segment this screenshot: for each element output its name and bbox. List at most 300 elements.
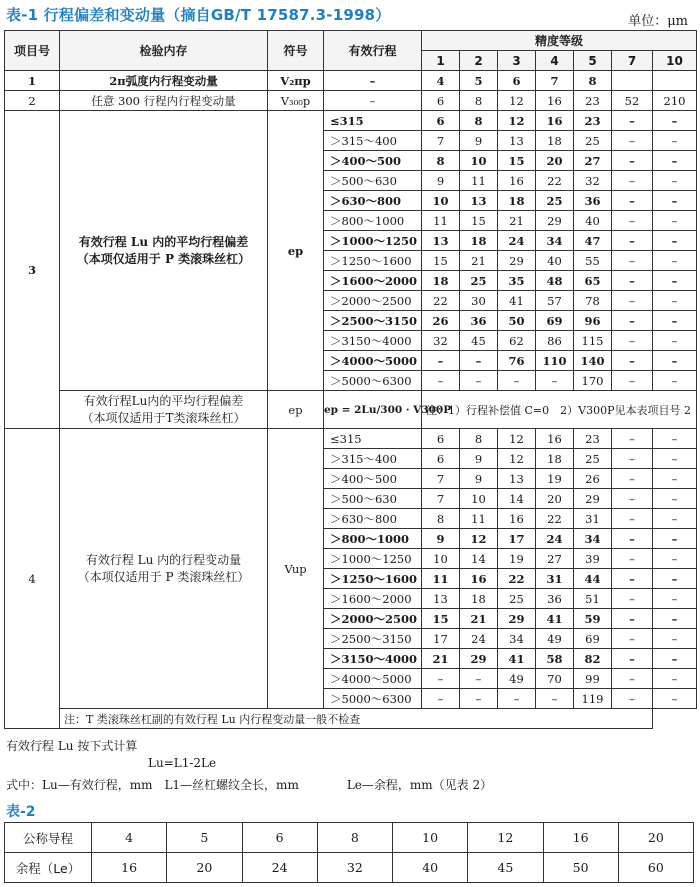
value-cell: 99 [574, 669, 612, 689]
travel-range: ＞800～1000 [324, 529, 422, 549]
symbol: ep [268, 391, 324, 429]
value-cell: 14 [498, 489, 536, 509]
travel-range: ＞315～400 [324, 449, 422, 469]
value-cell: – [612, 351, 653, 371]
value-cell: 50 [498, 311, 536, 331]
value-cell: 15 [422, 609, 460, 629]
item-no: 4 [5, 429, 60, 729]
value-cell: 18 [536, 131, 574, 151]
value-cell: – [536, 371, 574, 391]
travel-range: ＞1250～1600 [324, 251, 422, 271]
value-cell: 57 [536, 291, 574, 311]
value-cell: – [653, 449, 697, 469]
value-cell: 15 [460, 211, 498, 231]
value-cell: – [653, 469, 697, 489]
formula-equation: Lu=L1-2Le [148, 756, 217, 770]
value-cell: 23 [574, 429, 612, 449]
value-cell: 86 [536, 331, 574, 351]
value-cell: – [612, 111, 653, 131]
value-cell: 9 [422, 529, 460, 549]
grade-col: 7 [612, 51, 653, 71]
item-no: 2 [5, 91, 60, 111]
check-content: 任意 300 行程内行程变动量 [60, 91, 268, 111]
value-cell: 8 [460, 91, 498, 111]
unit-label: 单位：μm [628, 14, 688, 29]
value-cell: 12 [498, 429, 536, 449]
value-cell: 22 [422, 291, 460, 311]
check-content [60, 391, 268, 429]
value-cell: 14 [460, 549, 498, 569]
row-label: 余程（Le） [5, 853, 92, 883]
value-cell: 7 [422, 469, 460, 489]
value-cell: 82 [574, 649, 612, 669]
value-cell: 17 [422, 629, 460, 649]
value-cell: – [653, 689, 697, 709]
travel-range: ＞315～400 [324, 131, 422, 151]
symbol: V₃₀₀p [268, 91, 324, 111]
travel-deviation-table [4, 30, 697, 729]
value-cell: 59 [574, 609, 612, 629]
value-cell: 19 [536, 469, 574, 489]
value-cell: 6 [422, 429, 460, 449]
value-cell: 70 [536, 669, 574, 689]
value-cell: 34 [498, 629, 536, 649]
value-cell: – [612, 211, 653, 231]
value-cell: 8 [460, 429, 498, 449]
value-cell: 25 [574, 449, 612, 469]
value-cell: 39 [574, 549, 612, 569]
value-cell: 29 [498, 609, 536, 629]
value-cell: 21 [460, 251, 498, 271]
table-row [5, 91, 697, 111]
value-cell: 6 [422, 111, 460, 131]
header-item-no: 项目号 [5, 31, 60, 71]
value-cell: 32 [422, 331, 460, 351]
value-cell: 22 [536, 509, 574, 529]
lead-cell: 8 [317, 823, 392, 853]
value-cell: – [612, 251, 653, 271]
value-cell: 32 [574, 171, 612, 191]
value-cell: – [460, 669, 498, 689]
note: 注：1）行程补偿值 C=0 2）V300P见本表项目号 2 [422, 391, 697, 429]
value-cell: 23 [574, 91, 612, 111]
value-cell: 110 [536, 351, 574, 371]
table-row [5, 853, 694, 883]
value-cell: – [612, 291, 653, 311]
value-cell: – [653, 529, 697, 549]
lead-cell: 16 [543, 823, 618, 853]
formula-legend: 式中：Lu—有效行程，mm L1—丝杠螺纹全长，mm Le—余程，mm（见表 2） [6, 778, 493, 792]
value-cell: 51 [574, 589, 612, 609]
travel-range: ＞2500～3150 [324, 629, 422, 649]
value-cell: – [612, 371, 653, 391]
value-cell: 9 [460, 449, 498, 469]
travel-range: ＞1250～1600 [324, 569, 422, 589]
lead-cell: 12 [468, 823, 543, 853]
value-cell: 7 [422, 131, 460, 151]
value-cell: 24 [536, 529, 574, 549]
content-line: 有效行程 Lu 内的平均行程偏差 [78, 234, 249, 249]
value-cell: 31 [574, 509, 612, 529]
value-cell: – [653, 171, 697, 191]
value-cell: 41 [498, 291, 536, 311]
content-line: 有效行程Lu内的平均行程偏差 [83, 393, 244, 408]
header-content: 检验内存 [60, 31, 268, 71]
value-cell: 25 [574, 131, 612, 151]
content-line: （本项仅适用于 P 类滚珠丝杠） [76, 251, 251, 266]
value-cell: 16 [498, 509, 536, 529]
value-cell: – [612, 669, 653, 689]
le-cell: 32 [317, 853, 392, 883]
value-cell: 55 [574, 251, 612, 271]
formula-intro: 有效行程 Lu 按下式计算 [6, 739, 138, 753]
value-cell: 47 [574, 231, 612, 251]
value-cell: – [612, 549, 653, 569]
travel-range: ＞1600～2000 [324, 271, 422, 291]
value-cell: 9 [422, 171, 460, 191]
value-cell: – [653, 331, 697, 351]
value-cell: 25 [536, 191, 574, 211]
value-cell: 34 [536, 231, 574, 251]
value-cell: 6 [498, 71, 536, 91]
grade-col: 2 [460, 51, 498, 71]
symbol: V₂πp [268, 71, 324, 91]
value-cell: 16 [536, 429, 574, 449]
value-cell: 210 [653, 91, 697, 111]
value-cell: 34 [574, 529, 612, 549]
value-cell: – [653, 111, 697, 131]
value-cell: – [653, 271, 697, 291]
value-cell [653, 71, 697, 91]
value-cell: – [612, 469, 653, 489]
value-cell: – [653, 131, 697, 151]
value-cell: 96 [574, 311, 612, 331]
table-row [5, 709, 697, 729]
travel-range: ＞500～630 [324, 489, 422, 509]
travel: – [324, 91, 422, 111]
value-cell: 17 [498, 529, 536, 549]
value-cell: 27 [536, 549, 574, 569]
note: 注：T 类滚珠丝杠副的有效行程 Lu 内行程变动量一般不检查 [60, 709, 653, 729]
item-no: 1 [5, 71, 60, 91]
value-cell: 16 [498, 171, 536, 191]
travel-range: ＞4000～5000 [324, 351, 422, 371]
value-cell: – [653, 231, 697, 251]
value-cell: 26 [574, 469, 612, 489]
value-cell: – [612, 271, 653, 291]
value-cell: 16 [460, 569, 498, 589]
value-cell: – [653, 629, 697, 649]
header-grade: 精度等级 [422, 31, 697, 51]
travel-range: ＞2500～3150 [324, 311, 422, 331]
value-cell: 62 [498, 331, 536, 351]
value-cell: 16 [536, 111, 574, 131]
value-cell: 30 [460, 291, 498, 311]
value-cell: – [653, 609, 697, 629]
value-cell: 15 [422, 251, 460, 271]
value-cell: 13 [460, 191, 498, 211]
value-cell: 25 [498, 589, 536, 609]
value-cell: – [460, 351, 498, 371]
value-cell: 10 [460, 151, 498, 171]
value-cell: 26 [422, 311, 460, 331]
le-cell: 45 [468, 853, 543, 883]
value-cell: 69 [574, 629, 612, 649]
value-cell: – [612, 231, 653, 251]
value-cell: – [612, 449, 653, 469]
value-cell: – [653, 589, 697, 609]
table1-title: 表-1 行程偏差和变动量（摘自GB/T 17587.3-1998） [6, 6, 391, 24]
value-cell: 9 [460, 131, 498, 151]
lead-cell: 6 [242, 823, 317, 853]
check-content [60, 111, 268, 391]
lead-cell: 20 [618, 823, 693, 853]
table-row [5, 429, 697, 449]
value-cell: 21 [460, 609, 498, 629]
travel-range: ≤315 [324, 429, 422, 449]
value-cell: – [653, 649, 697, 669]
value-cell: 36 [536, 589, 574, 609]
value-cell: – [653, 489, 697, 509]
travel-range: ＞5000～6300 [324, 689, 422, 709]
travel-range: ＞4000～5000 [324, 669, 422, 689]
value-cell: 18 [460, 589, 498, 609]
value-cell: 31 [536, 569, 574, 589]
value-cell: 18 [536, 449, 574, 469]
value-cell: 18 [422, 271, 460, 291]
travel-range: ＞400～500 [324, 151, 422, 171]
value-cell: 36 [460, 311, 498, 331]
value-cell: – [498, 689, 536, 709]
value-cell: 24 [498, 231, 536, 251]
value-cell: 29 [498, 251, 536, 271]
travel-range: ＞630～800 [324, 509, 422, 529]
value-cell: 8 [422, 151, 460, 171]
value-cell: 40 [574, 211, 612, 231]
value-cell: 76 [498, 351, 536, 371]
value-cell: 4 [422, 71, 460, 91]
formula: ep = 2Lu/300 · V300P [324, 391, 422, 429]
value-cell: – [612, 429, 653, 449]
row-label: 公称导程 [5, 823, 92, 853]
table-row [5, 71, 697, 91]
value-cell: – [460, 371, 498, 391]
travel-range: ＞5000～6300 [324, 371, 422, 391]
value-cell: – [653, 191, 697, 211]
value-cell: 27 [574, 151, 612, 171]
value-cell: 36 [574, 191, 612, 211]
value-cell: 7 [536, 71, 574, 91]
value-cell: 10 [422, 549, 460, 569]
value-cell: – [612, 311, 653, 331]
grade-col: 4 [536, 51, 574, 71]
value-cell: – [612, 131, 653, 151]
travel-range: ＞1600～2000 [324, 589, 422, 609]
le-cell: 40 [393, 853, 468, 883]
value-cell: – [422, 689, 460, 709]
table-row [5, 391, 697, 429]
table-row [5, 823, 694, 853]
le-cell: 20 [167, 853, 242, 883]
value-cell: 35 [498, 271, 536, 291]
value-cell: 29 [460, 649, 498, 669]
value-cell: 9 [460, 469, 498, 489]
value-cell: – [422, 669, 460, 689]
value-cell: 44 [574, 569, 612, 589]
le-cell: 24 [242, 853, 317, 883]
value-cell: 49 [498, 669, 536, 689]
value-cell: – [612, 151, 653, 171]
grade-col: 3 [498, 51, 536, 71]
value-cell: 20 [536, 489, 574, 509]
value-cell: – [612, 489, 653, 509]
travel: – [324, 71, 422, 91]
value-cell: 15 [498, 151, 536, 171]
value-cell: – [612, 171, 653, 191]
value-cell: 6 [422, 91, 460, 111]
value-cell: – [612, 509, 653, 529]
value-cell: 24 [460, 629, 498, 649]
value-cell: 11 [460, 171, 498, 191]
travel-range: ＞2000～2500 [324, 609, 422, 629]
value-cell: – [612, 529, 653, 549]
header-symbol: 符号 [268, 31, 324, 71]
value-cell: 12 [498, 449, 536, 469]
value-cell: – [612, 689, 653, 709]
travel-range: ＞400～500 [324, 469, 422, 489]
value-cell: 5 [460, 71, 498, 91]
value-cell: – [653, 549, 697, 569]
value-cell: 41 [536, 609, 574, 629]
lead-cell: 5 [167, 823, 242, 853]
value-cell: – [612, 609, 653, 629]
value-cell: 8 [574, 71, 612, 91]
value-cell: 6 [422, 449, 460, 469]
value-cell: 11 [422, 211, 460, 231]
value-cell: 8 [460, 111, 498, 131]
value-cell: 18 [498, 191, 536, 211]
value-cell: – [653, 351, 697, 371]
content-line: 有效行程 Lu 内的行程变动量 [85, 552, 242, 567]
grade-col: 1 [422, 51, 460, 71]
value-cell: – [612, 649, 653, 669]
symbol: Vup [268, 429, 324, 709]
check-content [60, 429, 268, 709]
value-cell: 40 [536, 251, 574, 271]
travel-range: ＞800～1000 [324, 211, 422, 231]
item-no: 3 [5, 111, 60, 429]
value-cell: 69 [536, 311, 574, 331]
travel-range: ＞3150～4000 [324, 331, 422, 351]
value-cell: – [422, 351, 460, 371]
value-cell: 13 [498, 131, 536, 151]
value-cell [612, 71, 653, 91]
grade-col: 5 [574, 51, 612, 71]
value-cell: 45 [460, 331, 498, 351]
value-cell: – [653, 291, 697, 311]
value-cell: 58 [536, 649, 574, 669]
le-cell: 60 [618, 853, 693, 883]
value-cell: 23 [574, 111, 612, 131]
value-cell: – [422, 371, 460, 391]
value-cell: 20 [536, 151, 574, 171]
travel-range: ＞1000～1250 [324, 231, 422, 251]
travel-range: ＞630～800 [324, 191, 422, 211]
value-cell: 25 [460, 271, 498, 291]
value-cell: 8 [422, 509, 460, 529]
header-effective-travel: 有效行程 [324, 31, 422, 71]
table-row [5, 111, 697, 131]
lead-cell: 4 [92, 823, 167, 853]
value-cell: – [653, 311, 697, 331]
value-cell: 16 [536, 91, 574, 111]
value-cell: – [653, 371, 697, 391]
value-cell: 140 [574, 351, 612, 371]
value-cell: – [653, 669, 697, 689]
value-cell: 13 [422, 231, 460, 251]
travel-range: ＞1000～1250 [324, 549, 422, 569]
value-cell: 13 [498, 469, 536, 489]
le-cell: 50 [543, 853, 618, 883]
value-cell: – [612, 629, 653, 649]
value-cell: 11 [422, 569, 460, 589]
value-cell: – [612, 589, 653, 609]
lead-cell: 10 [393, 823, 468, 853]
content-line: （本项仅适用于T类滚珠丝杠） [81, 410, 246, 425]
value-cell: 22 [498, 569, 536, 589]
value-cell: 21 [422, 649, 460, 669]
value-cell: 115 [574, 331, 612, 351]
remaining-travel-table [4, 822, 694, 883]
travel-range: ＞3150～4000 [324, 649, 422, 669]
value-cell: – [653, 151, 697, 171]
le-cell: 16 [92, 853, 167, 883]
value-cell: – [460, 689, 498, 709]
value-cell: 10 [460, 489, 498, 509]
value-cell: – [653, 251, 697, 271]
value-cell: 41 [498, 649, 536, 669]
travel-range: ≤315 [324, 111, 422, 131]
value-cell: 170 [574, 371, 612, 391]
value-cell: 29 [574, 489, 612, 509]
value-cell: – [612, 191, 653, 211]
value-cell: – [498, 371, 536, 391]
value-cell: 21 [498, 211, 536, 231]
value-cell: 10 [422, 191, 460, 211]
check-content: 2π弧度内行程变动量 [60, 71, 268, 91]
value-cell: – [536, 689, 574, 709]
grade-col: 10 [653, 51, 697, 71]
value-cell: 48 [536, 271, 574, 291]
travel-range: ＞2000～2500 [324, 291, 422, 311]
value-cell: 11 [460, 509, 498, 529]
content-line: （本项仅适用于 P 类滚珠丝杠） [77, 569, 250, 584]
value-cell: 12 [498, 111, 536, 131]
value-cell: – [612, 569, 653, 589]
value-cell: 12 [460, 529, 498, 549]
value-cell: 13 [422, 589, 460, 609]
value-cell: – [653, 429, 697, 449]
value-cell: 19 [498, 549, 536, 569]
value-cell: 49 [536, 629, 574, 649]
value-cell: 7 [422, 489, 460, 509]
value-cell: – [653, 569, 697, 589]
value-cell: – [612, 331, 653, 351]
value-cell: 52 [612, 91, 653, 111]
value-cell: 12 [498, 91, 536, 111]
symbol: ep [268, 111, 324, 391]
value-cell: – [653, 509, 697, 529]
